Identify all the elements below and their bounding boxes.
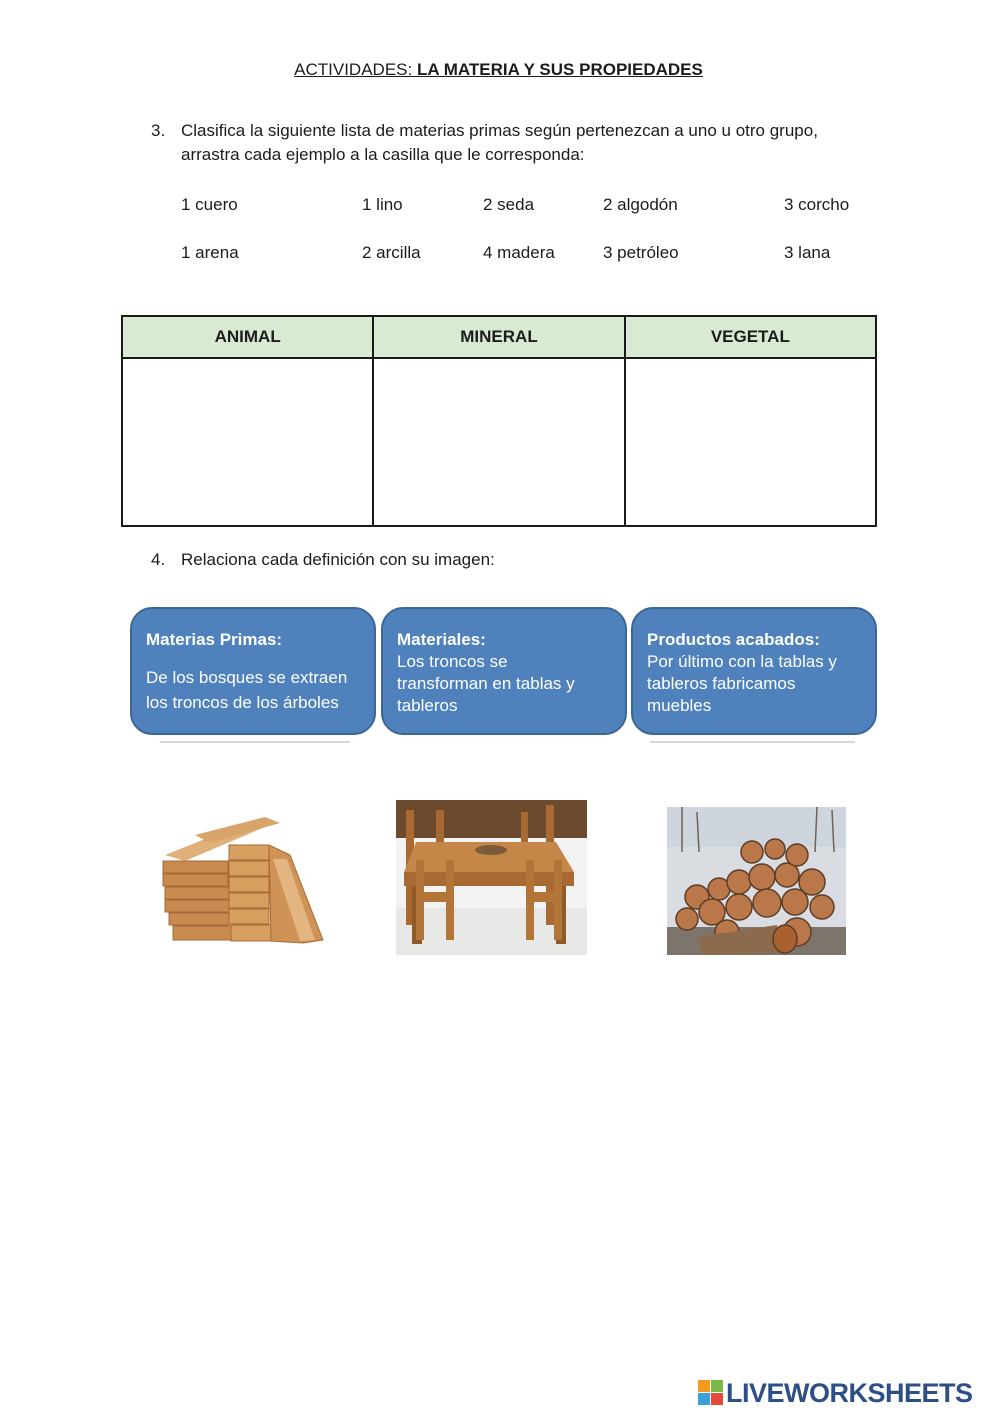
box-body-line: De los bosques se extraen	[146, 668, 348, 687]
question-3-text	[181, 119, 818, 167]
title-prefix: ACTIVIDADES:	[294, 60, 417, 79]
question-3-line2: arrastra cada ejemplo a la casilla que le corresponda:	[181, 145, 585, 164]
item-petroleo[interactable]: 3 petróleo	[603, 243, 679, 262]
box-body-line: Los troncos se	[397, 652, 508, 671]
box-body-line: tableros fabricamos	[647, 674, 796, 693]
liveworksheets-logo[interactable]	[698, 1378, 998, 1408]
box-shadow	[650, 741, 855, 743]
item-madera[interactable]: 4 madera	[483, 243, 555, 262]
planks-image[interactable]	[155, 815, 325, 950]
definition-box-materias-primas[interactable]	[130, 607, 376, 735]
item-corcho[interactable]: 3 corcho	[784, 195, 850, 214]
item-lino[interactable]: 1 lino	[362, 195, 403, 214]
logs-image[interactable]	[667, 807, 846, 955]
header-animal: ANIMAL	[122, 316, 373, 358]
header-vegetal: VEGETAL	[625, 316, 876, 358]
box-title: Productos acabados:	[647, 630, 820, 649]
question-3-line1: Clasifica la siguiente lista de materias primas según pertenezcan a uno u otro grupo,	[181, 121, 818, 140]
drop-zone-animal[interactable]	[122, 358, 373, 526]
classification-table	[121, 315, 877, 527]
furniture-image[interactable]	[396, 800, 587, 955]
item-seda[interactable]: 2 seda	[483, 195, 535, 214]
header-mineral: MINERAL	[373, 316, 624, 358]
question-4-text: Relaciona cada definición con su imagen:	[181, 550, 495, 569]
definition-box-productos-acabados[interactable]	[631, 607, 877, 735]
box-title: Materias Primas:	[146, 630, 283, 649]
question-3-number: 3.	[151, 121, 166, 140]
box-shadow	[160, 741, 350, 743]
box-title: Materiales:	[397, 630, 486, 649]
item-cuero[interactable]: 1 cuero	[181, 195, 238, 214]
item-arcilla[interactable]: 2 arcilla	[362, 243, 421, 262]
title-bold: LA MATERIA Y SUS PROPIEDADES	[416, 60, 703, 79]
box-body-line: transforman en tablas y	[397, 674, 575, 693]
box-body-line: muebles	[647, 696, 712, 715]
drop-zone-vegetal[interactable]	[625, 358, 876, 526]
item-arena[interactable]: 1 arena	[181, 243, 239, 262]
definition-box-materiales[interactable]	[381, 607, 627, 735]
item-lana[interactable]: 3 lana	[784, 243, 831, 262]
page-title	[0, 60, 997, 80]
box-body-line: los troncos de los árboles	[146, 693, 339, 712]
question-4-number: 4.	[151, 550, 166, 569]
item-algodon[interactable]: 2 algodón	[603, 195, 678, 214]
logo-text: LIVEWORKSHEETS	[726, 1378, 973, 1408]
logo-icon	[698, 1380, 724, 1406]
drop-zone-mineral[interactable]	[373, 358, 624, 526]
box-body-line: tableros	[397, 696, 458, 715]
box-body-line: Por último con la tablas y	[647, 652, 837, 671]
